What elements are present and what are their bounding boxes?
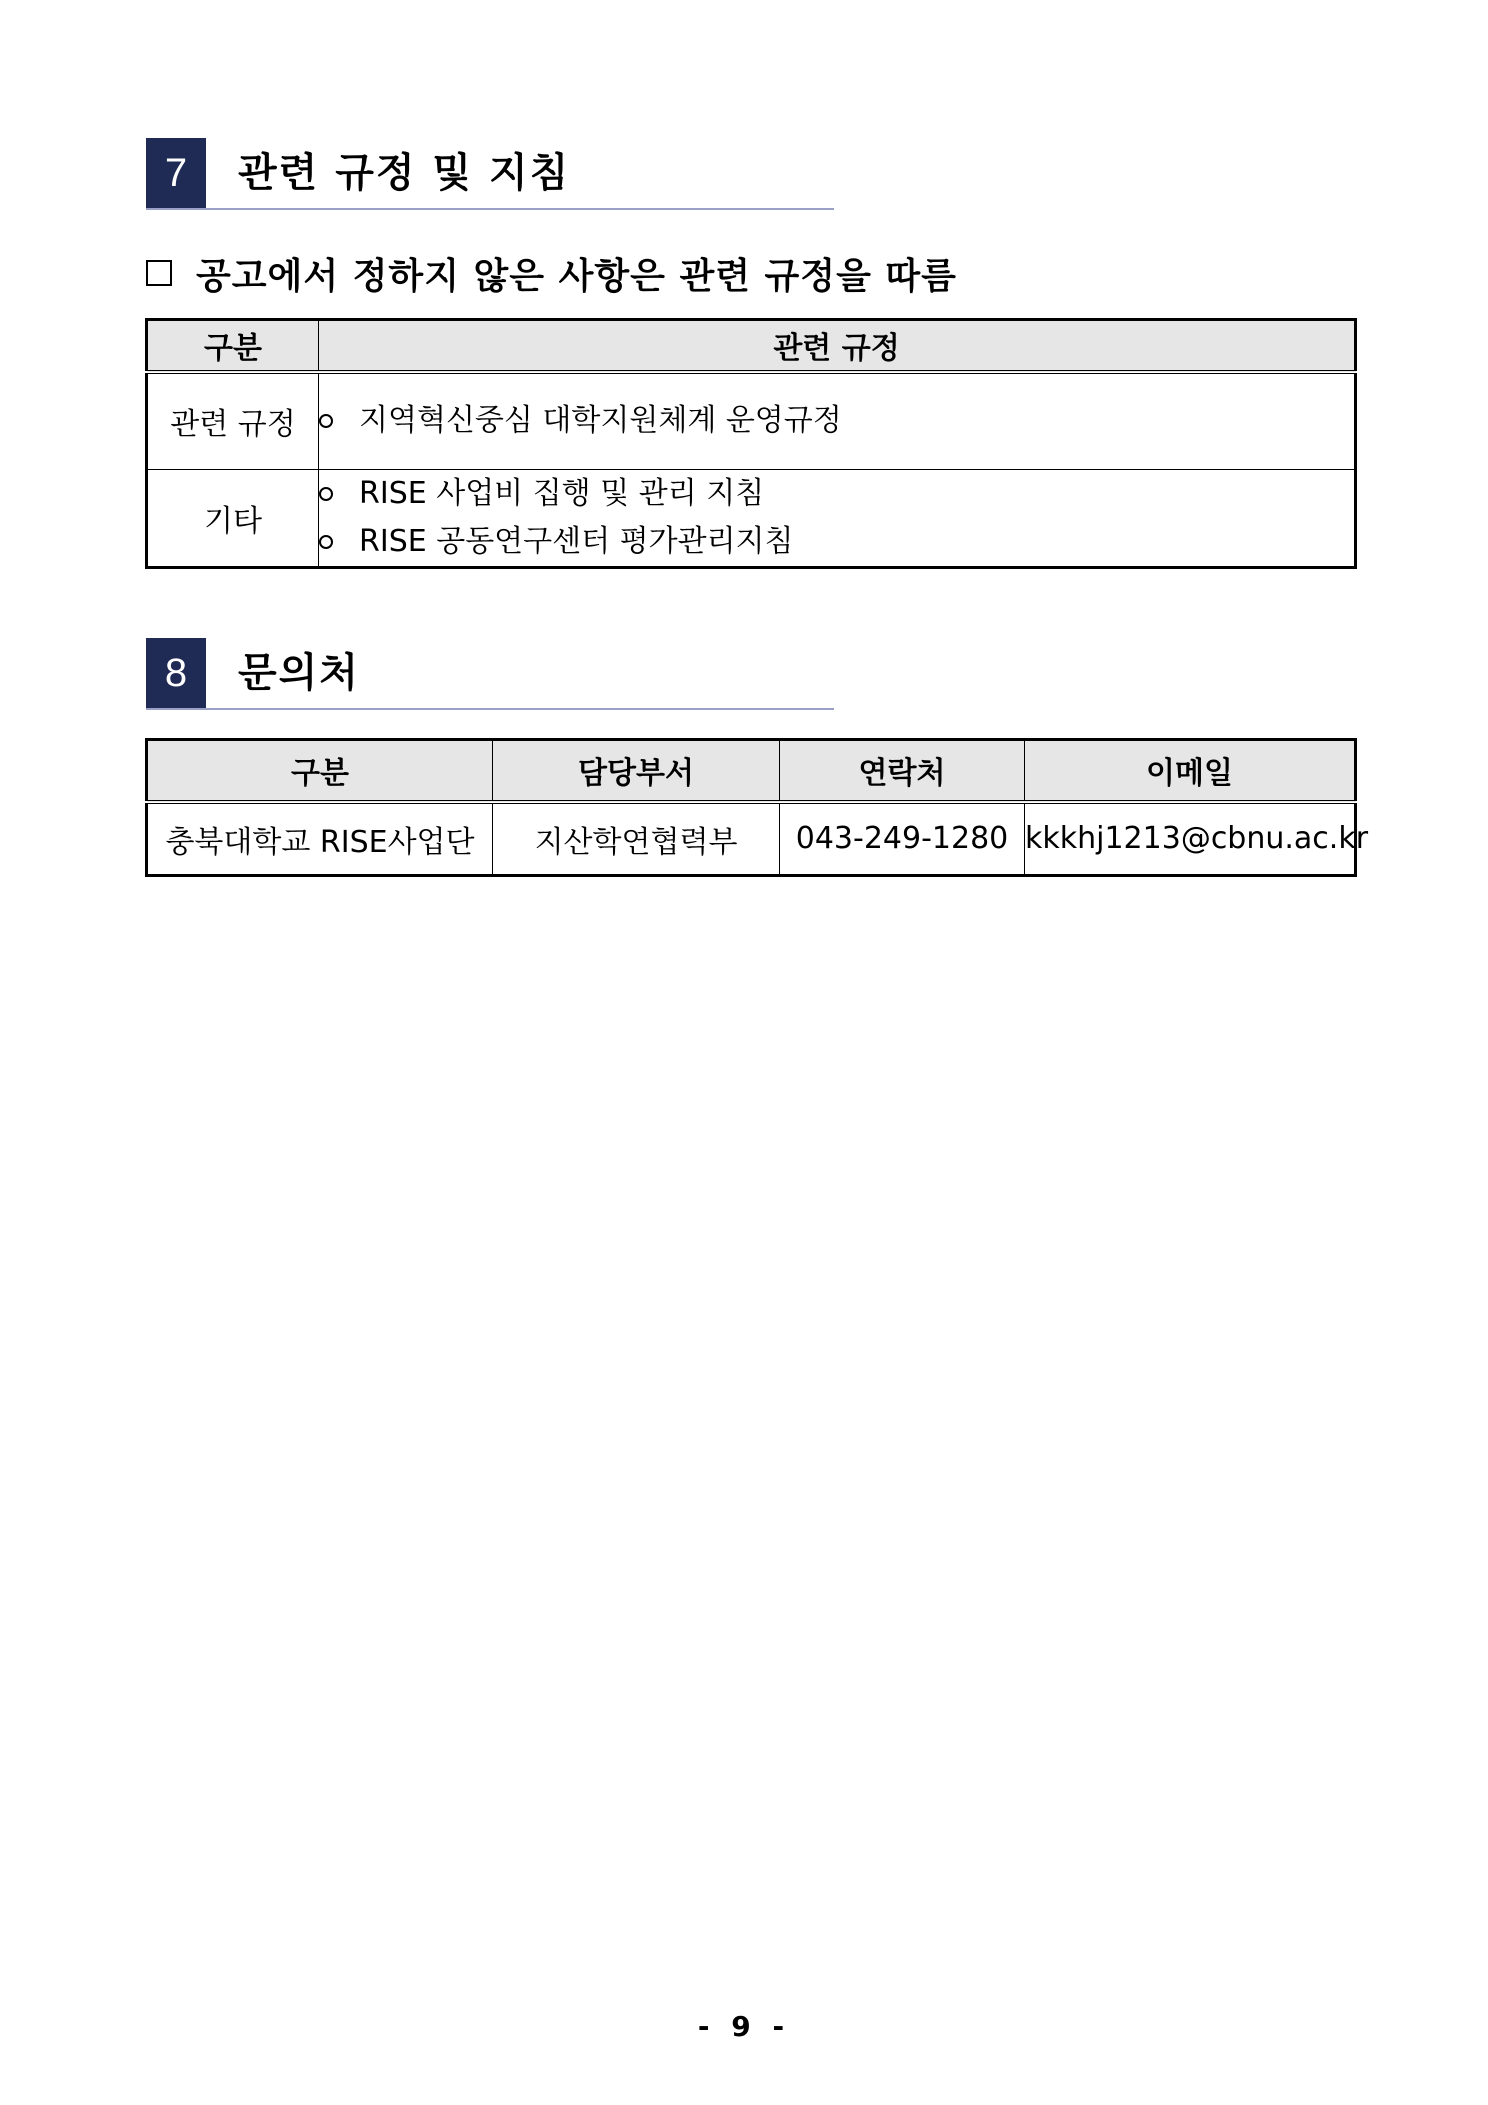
circle-bullet-icon: [319, 487, 333, 501]
section-8-heading: [146, 638, 834, 710]
page-number: - 9 -: [697, 2010, 791, 2043]
header-phone: 연락처: [780, 740, 1025, 802]
table-header-row: [147, 740, 1356, 802]
contact-email: kkkhj1213@cbnu.ac.kr: [1025, 802, 1356, 876]
row-category: 관련 규정: [147, 372, 319, 470]
notice-line: [146, 248, 957, 298]
section-7-heading: [146, 138, 834, 210]
table-row: [147, 470, 1356, 568]
section-8-number: 8: [146, 638, 206, 708]
regulations-table: [145, 318, 1357, 569]
row-items: [319, 470, 1356, 568]
contact-phone: 043-249-1280: [780, 802, 1025, 876]
list-item: [319, 518, 1354, 566]
table-header-row: [147, 320, 1356, 372]
section-7-number: 7: [146, 138, 206, 208]
row-items: [319, 372, 1356, 470]
row-category: 기타: [147, 470, 319, 568]
contact-department: 지산학연협력부: [493, 802, 780, 876]
section-8-title: 문의처: [238, 650, 360, 696]
circle-bullet-icon: [319, 414, 333, 428]
contact-table: [145, 738, 1369, 877]
contact-org: 충북대학교 RISE사업단: [147, 802, 493, 876]
checkbox-square-icon: [146, 260, 172, 286]
header-regulation: 관련 규정: [319, 320, 1356, 372]
list-item-text: RISE 공동연구센터 평가관리지침: [359, 524, 794, 559]
list-item-text: RISE 사업비 집행 및 관리 지침: [359, 476, 765, 511]
list-item-text: 지역혁신중심 대학지원체계 운영규정: [359, 403, 842, 439]
header-department: 담당부서: [493, 740, 780, 802]
table-row: [147, 802, 1356, 876]
header-category: 구분: [147, 320, 319, 372]
circle-bullet-icon: [319, 535, 333, 549]
list-item: [319, 470, 1354, 518]
header-email: 이메일: [1025, 740, 1356, 802]
section-7-title: 관련 규정 및 지침: [238, 150, 571, 196]
notice-text: 공고에서 정하지 않은 사항은 관련 규정을 따름: [196, 255, 957, 297]
table-row: [147, 372, 1356, 470]
list-item: [319, 397, 1354, 445]
header-category: 구분: [147, 740, 493, 802]
